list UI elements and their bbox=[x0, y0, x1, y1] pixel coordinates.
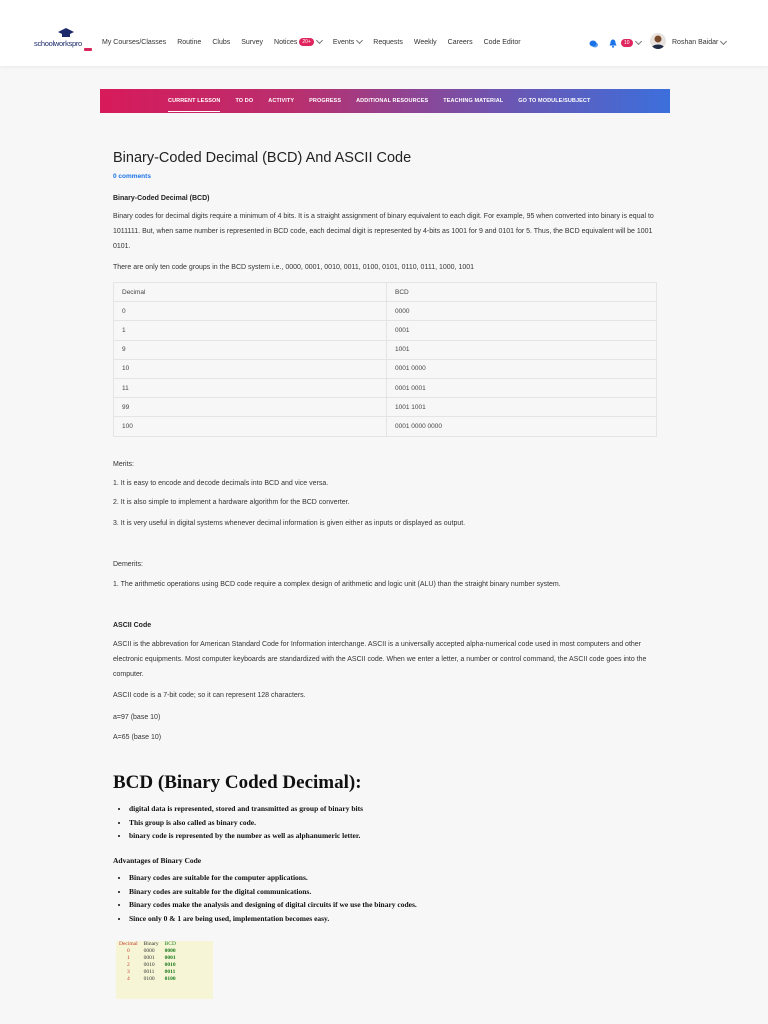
table-row bbox=[114, 321, 657, 340]
embedded-heading: BCD (Binary Coded Decimal): bbox=[113, 772, 362, 793]
list-item: • Binary codes make the analysis and designing of digital circuits if we use the binary codes. bbox=[129, 898, 417, 912]
nav-item-survey[interactable] bbox=[241, 38, 263, 46]
list-item: • Binary codes are suitable for the computer applications. bbox=[129, 871, 417, 885]
graduation-cap-icon bbox=[58, 28, 74, 38]
ascii-paragraph: ASCII is the abbrevation for American Standard Code for Information interchange. ASCII is a universally accepted alpha-numerical code used in most computers and other electronic equipments. Most computer keyboards are standardized with the ASCII code. When we enter a letter, a number or control command, the ASCII code goes into the computer. bbox=[113, 641, 647, 678]
demerits-heading: Demerits: bbox=[113, 561, 143, 568]
ascii-example: a=97 (base 10) bbox=[113, 714, 161, 721]
nav-item-label: Events bbox=[332, 38, 355, 46]
table-row bbox=[114, 378, 657, 397]
list-item: • binary code is represented by the number as well as alphanumeric letter. bbox=[129, 829, 363, 843]
table-cell: 0 bbox=[114, 302, 387, 321]
comments-link[interactable]: 0 comments bbox=[113, 173, 151, 180]
chevron-down-icon bbox=[316, 37, 323, 44]
table-cell: 0011 bbox=[143, 969, 155, 975]
tab-go-to-module-subject[interactable]: GO TO MODULE/SUBJECT bbox=[518, 98, 591, 104]
table-cell: 0001 bbox=[387, 321, 657, 340]
table-cell: 0001 0001 bbox=[387, 378, 657, 397]
nav-item-label: Careers bbox=[447, 38, 473, 46]
bcd-table bbox=[113, 282, 657, 437]
chevron-down-icon bbox=[356, 37, 363, 44]
list-item: • digital data is represented, stored and transmitted as group of binary bits bbox=[129, 802, 363, 816]
page-title: Binary-Coded Decimal (BCD) And ASCII Code bbox=[113, 150, 412, 166]
logo-tag bbox=[84, 48, 92, 51]
main-nav bbox=[102, 38, 532, 46]
table-row bbox=[114, 359, 657, 378]
merit-item: 3. It is very useful in digital systems whenever decimal information is given either as inputs or displayed as output. bbox=[113, 520, 466, 527]
list-item: • Binary codes are suitable for the digital communications. bbox=[129, 885, 417, 899]
nav-item-label: Requests bbox=[373, 38, 403, 46]
merit-item: 2. It is also simple to implement a hardware algorithm for the BCD converter. bbox=[113, 499, 350, 506]
table-cell: 0 bbox=[126, 948, 130, 954]
demerit-item: 1. The arithmetic operations using BCD code require a complex design of arithmetic and logic unit (ALU) than the straight binary number system. bbox=[113, 581, 561, 588]
list-item: • This group is also called as binary code. bbox=[129, 816, 363, 830]
avatar[interactable] bbox=[650, 33, 666, 49]
table-cell: 9 bbox=[114, 340, 387, 359]
table-cell: 1001 bbox=[387, 340, 657, 359]
table-row bbox=[116, 969, 179, 976]
nav-item-my-courses-classes[interactable] bbox=[102, 38, 166, 46]
table-header-cell: BCD bbox=[387, 283, 657, 302]
table-header-row bbox=[116, 941, 179, 948]
tab-activity[interactable]: ACTIVITY bbox=[268, 98, 295, 104]
table-cell: 10 bbox=[114, 359, 387, 378]
table-cell: 0100 bbox=[143, 976, 155, 982]
bcd-paragraph: Binary codes for decimal digits require a minimum of 4 bits. It is a straight assignment of binary equivalent to each digit. For example, 95 when converted into binary is equal to 1011111. But, when same number is represented in BCD code, each decimal digit is represented by 4-bits as 1001 for 9 and 0101 for 5. Thus, the BCD equivalent will be 1001 0101. bbox=[113, 213, 654, 250]
bcd-code-groups: There are only ten code groups in the BCD system i.e., 0000, 0001, 0010, 0011, 0100, 0101, 0110, 0111, 1000, 1001 bbox=[113, 264, 475, 271]
chevron-down-icon bbox=[720, 38, 727, 45]
table-cell: 99 bbox=[114, 398, 387, 417]
nav-item-careers[interactable] bbox=[448, 38, 473, 46]
table-cell: 0100 bbox=[164, 976, 176, 982]
table-row bbox=[114, 417, 657, 436]
table-cell: 0000 bbox=[143, 948, 155, 954]
nav-item-routine[interactable] bbox=[177, 38, 201, 46]
table-cell: 0000 bbox=[387, 302, 657, 321]
chat-icon[interactable] bbox=[589, 40, 598, 48]
user-name[interactable]: Roshan Baidar bbox=[672, 39, 726, 46]
table-cell: 100 bbox=[114, 417, 387, 436]
mini-bcd-table-image bbox=[116, 941, 213, 999]
table-cell: 0001 0000 bbox=[387, 359, 657, 378]
table-header-row bbox=[114, 283, 657, 302]
bell-icon[interactable] bbox=[609, 39, 617, 48]
tab-current-lesson[interactable]: CURRENT LESSON bbox=[168, 98, 221, 104]
bcd-heading: Binary-Coded Decimal (BCD) bbox=[113, 195, 210, 202]
nav-item-label: Weekly bbox=[413, 38, 437, 46]
nav-item-label: Notices bbox=[274, 38, 298, 46]
lesson-tab-bar bbox=[100, 89, 670, 113]
table-row bbox=[114, 302, 657, 321]
advantages-heading: Advantages of Binary Code bbox=[113, 856, 202, 865]
bcd-bullets bbox=[113, 802, 363, 843]
table-cell: 0001 bbox=[143, 955, 155, 961]
ascii-bits-text: ASCII code is a 7-bit code; so it can represent 128 characters. bbox=[113, 692, 306, 699]
table-row bbox=[116, 948, 179, 955]
top-navbar bbox=[0, 0, 768, 66]
ascii-heading: ASCII Code bbox=[113, 622, 152, 629]
user-avatar-icon bbox=[650, 33, 666, 49]
nav-item-label: Routine bbox=[177, 38, 202, 46]
table-cell: 4 bbox=[126, 976, 130, 982]
tab-teaching-material[interactable]: TEACHING MATERIAL bbox=[443, 98, 504, 104]
tab-to-do[interactable]: TO DO bbox=[235, 98, 254, 104]
table-cell: 3 bbox=[126, 969, 130, 975]
nav-item-label: My Courses/Classes bbox=[102, 38, 167, 46]
nav-item-label: Survey bbox=[241, 38, 264, 46]
tab-additional-resources[interactable]: ADDITIONAL RESOURCES bbox=[356, 98, 429, 104]
notices-badge: 20+ bbox=[299, 38, 313, 46]
table-cell: 0001 0000 0000 bbox=[387, 417, 657, 436]
nav-item-events[interactable] bbox=[333, 38, 362, 46]
table-row bbox=[116, 955, 179, 962]
nav-item-label: Clubs bbox=[212, 38, 231, 46]
table-cell: 0010 bbox=[164, 962, 176, 968]
nav-item-label: Code Editor bbox=[483, 38, 521, 46]
merits-heading: Merits: bbox=[113, 461, 134, 468]
list-item: • Since only 0 & 1 are being used, implementation becomes easy. bbox=[129, 912, 417, 926]
nav-item-requests[interactable] bbox=[373, 38, 403, 46]
lesson-tabs bbox=[168, 98, 605, 104]
table-row bbox=[116, 962, 179, 969]
table-header-cell: Decimal bbox=[119, 941, 138, 947]
table-cell: 11 bbox=[114, 378, 387, 397]
tab-progress[interactable]: PROGRESS bbox=[309, 98, 342, 104]
table-cell: 1 bbox=[114, 321, 387, 340]
table-header-cell: BCD bbox=[164, 941, 176, 947]
table-cell: 2 bbox=[126, 962, 130, 968]
table-header-cell: Decimal bbox=[114, 283, 387, 302]
nav-item-code-editor[interactable] bbox=[484, 38, 521, 46]
chevron-down-icon[interactable] bbox=[635, 38, 642, 45]
table-row bbox=[114, 340, 657, 359]
table-cell: 0000 bbox=[164, 948, 176, 954]
schoolworkspro-logo[interactable] bbox=[34, 28, 96, 54]
table-cell: 1 bbox=[126, 955, 130, 961]
ascii-example: A=65 (base 10) bbox=[113, 734, 162, 741]
table-row bbox=[114, 398, 657, 417]
table-cell: 1001 1001 bbox=[387, 398, 657, 417]
nav-item-clubs[interactable] bbox=[212, 38, 230, 46]
nav-item-notices[interactable] bbox=[274, 38, 322, 46]
advantages-list bbox=[113, 871, 417, 925]
table-cell: 0001 bbox=[164, 955, 176, 961]
table-cell: 0010 bbox=[143, 962, 155, 968]
table-header-cell: Binary bbox=[143, 941, 159, 947]
table-row bbox=[116, 976, 179, 983]
nav-item-weekly[interactable] bbox=[414, 38, 437, 46]
notification-badge: 10 bbox=[621, 39, 633, 47]
table-cell: 0011 bbox=[164, 969, 176, 975]
merit-item: 1. It is easy to encode and decode decimals into BCD and vice versa. bbox=[113, 480, 329, 487]
logo-text: schoolworkspro bbox=[34, 39, 82, 48]
